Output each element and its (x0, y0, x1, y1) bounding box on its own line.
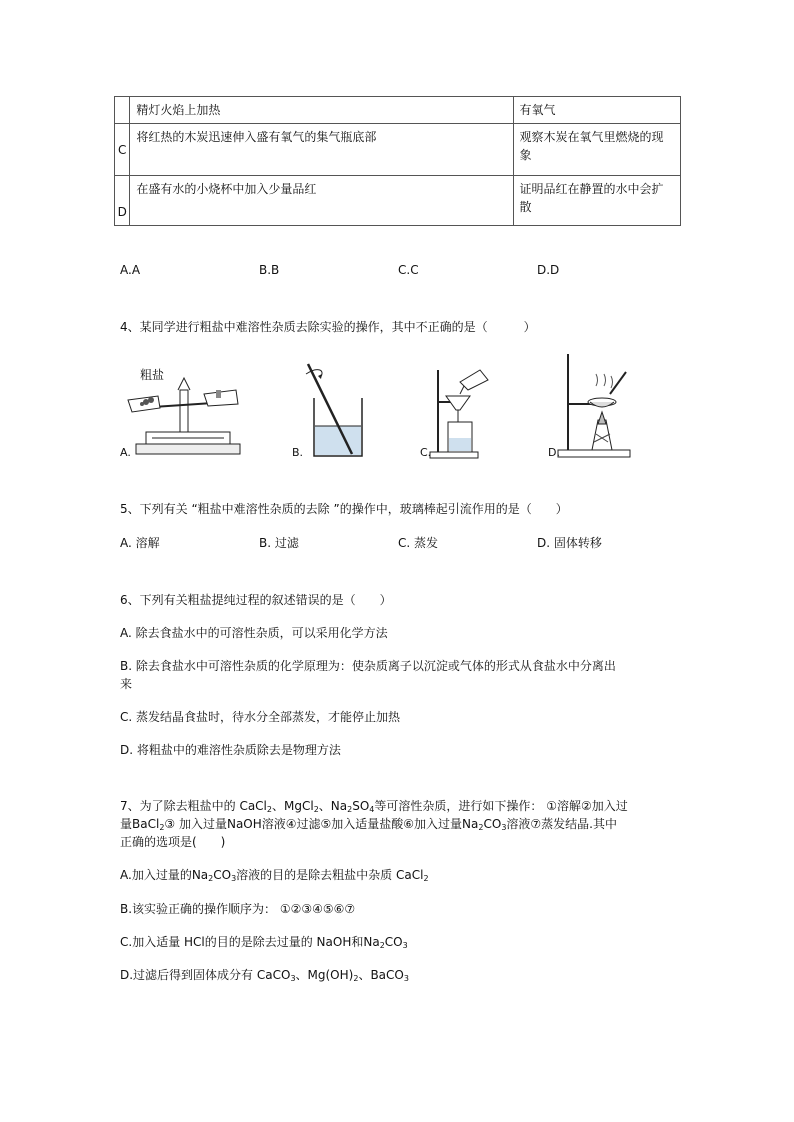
q5-option-a[interactable]: A. 溶解 (120, 536, 160, 550)
purpose-cell: 证明品红在静置的水中会扩散 (513, 176, 680, 226)
operation-cell: 将红热的木炭迅速伸入盛有氧气的集气瓶底部 (130, 124, 513, 176)
beaker-stirring-figure (300, 360, 370, 460)
caption-c[interactable]: C. (420, 446, 432, 459)
table-row (115, 124, 681, 176)
q6-option-b-cont: 来 (120, 677, 133, 691)
q6-option-b[interactable]: B. 除去食盐水中可溶性杂质的化学原理为：使杂质离子以沉淀或气体的形式从食盐水中分离出 (120, 659, 616, 673)
q3-option-c[interactable]: C.C (398, 263, 419, 277)
purpose-cell: 观察木炭在氧气里燃烧的现象 (513, 124, 680, 176)
q4-stem: 4、某同学进行粗盐中难溶性杂质去除实验的操作，其中不正确的是（ ） (120, 320, 536, 334)
options-table (114, 96, 681, 226)
q3-option-b[interactable]: B.B (259, 263, 280, 277)
q6-option-d[interactable]: D. 将粗盐中的难溶性杂质除去是物理方法 (120, 743, 341, 757)
row-letter: D (115, 176, 130, 226)
caption-d[interactable]: D. (548, 446, 560, 459)
balance-figure (118, 360, 248, 460)
q7-option-d[interactable]: D.过滤后得到固体成分有 CaCO$_3$、$Mg(OH)_2$、BaCO$_3$ (120, 968, 409, 983)
crude-salt-label: 粗盐 (140, 368, 165, 382)
q7-stem-line3: 正确的选项是( ) (120, 835, 226, 849)
q3-option-d[interactable]: D.D (537, 263, 560, 277)
table-row (115, 176, 681, 226)
filtration-figure (424, 360, 514, 460)
q6-option-c[interactable]: C. 蒸发结晶食盐时，待水分全部蒸发，才能停止加热 (120, 710, 401, 724)
q5-option-b[interactable]: B. 过滤 (259, 536, 299, 550)
q6-stem: 6、下列有关粗盐提纯过程的叙述错误的是（ ） (120, 593, 392, 607)
q7-stem-line2: 量BaCl$_2$③ 加入过量NaOH溶液④过滤⑤加入适量盐酸⑥加入过量$Na_2CO_3$溶液⑦蒸发结晶.其中 (120, 817, 617, 832)
caption-b[interactable]: B. (292, 446, 304, 459)
operation-cell: 精灯火焰上加热 (130, 97, 513, 124)
operation-cell: 在盛有水的小烧杯中加入少量品红 (130, 176, 513, 226)
q7-option-a[interactable]: A.加入过量的$Na_2CO_3$溶液的目的是除去粗盐中杂质 CaCl$_2$ (120, 868, 429, 883)
q5-option-d[interactable]: D. 固体转移 (537, 536, 602, 550)
q7-stem-line1: 7、为了除去粗盐中的 CaCl$_2$、MgCl$_2$、$Na_2SO_4$等可溶性杂质，进行如下操作： ①溶解②加入过 (120, 799, 628, 814)
caption-a[interactable]: A. (120, 446, 131, 459)
q5-option-c[interactable]: C. 蒸发 (398, 536, 439, 550)
row-letter: C (115, 124, 130, 176)
q5-stem: 5、下列有关 “粗盐中难溶性杂质的去除 ”的操作中，玻璃棒起引流作用的是（ ） (120, 502, 568, 516)
q7-option-b[interactable]: B.该实验正确的操作顺序为： ①②③④⑤⑥⑦ (120, 902, 356, 916)
table-row (115, 97, 681, 124)
row-letter (115, 97, 130, 124)
purpose-cell: 有氧气 (513, 97, 680, 124)
q6-option-a[interactable]: A. 除去食盐水中的可溶性杂质，可以采用化学方法 (120, 626, 388, 640)
q3-option-a[interactable]: A.A (120, 263, 141, 277)
evaporation-figure (548, 350, 638, 460)
q7-option-c[interactable]: C.加入适量 HCl的目的是除去过量的 NaOH和$Na_2CO_3$ (120, 935, 408, 950)
